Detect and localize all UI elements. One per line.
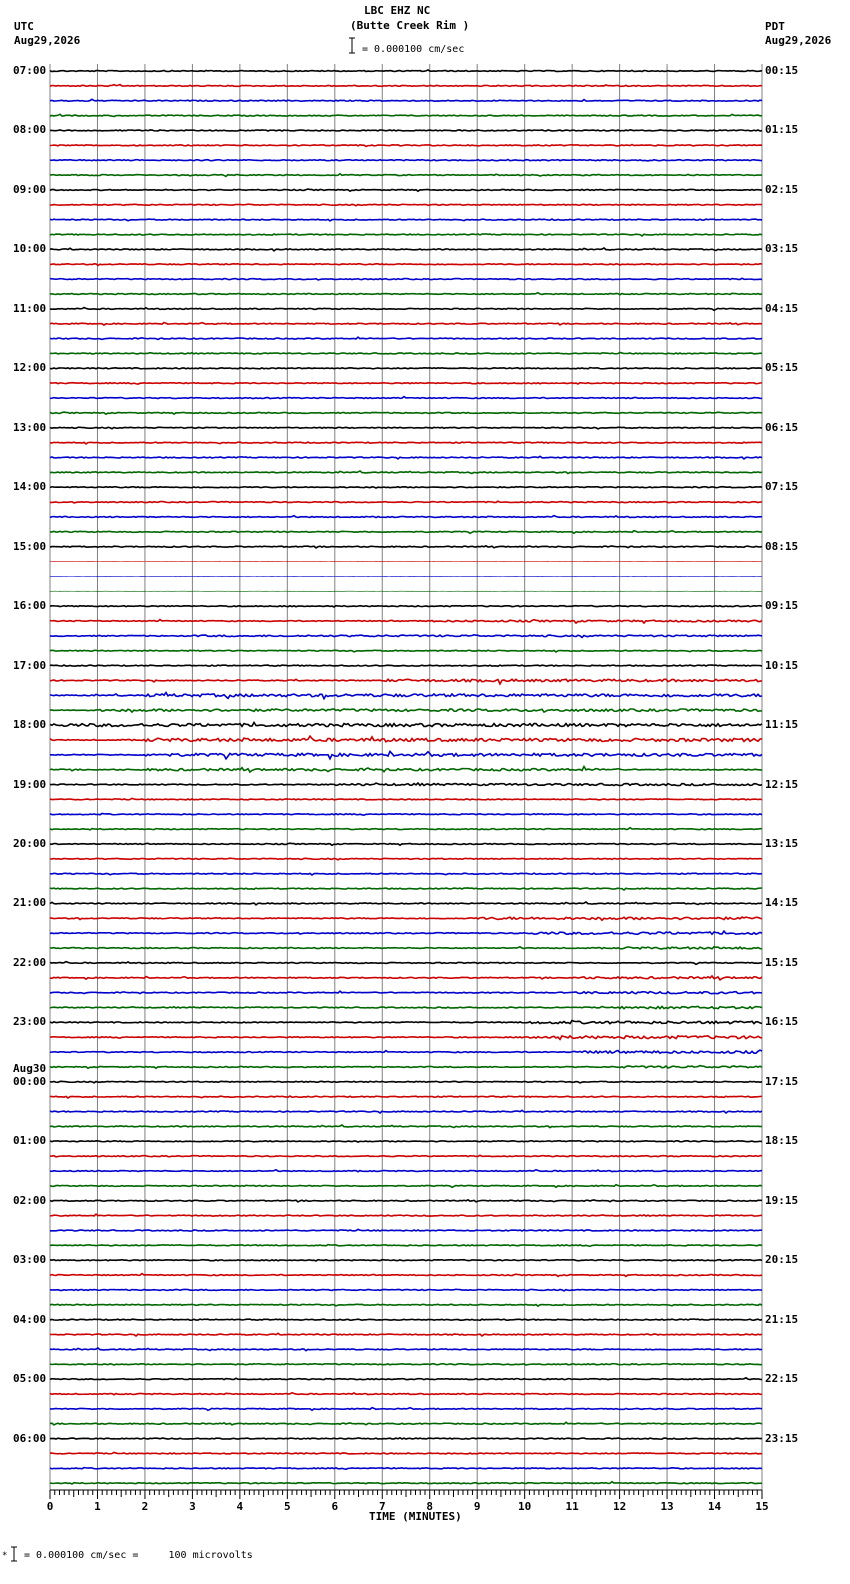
left-date: Aug29,2026 bbox=[14, 34, 81, 47]
seismic-trace bbox=[50, 709, 762, 712]
x-tick-label: 4 bbox=[236, 1500, 244, 1513]
utc-hour-label: 05:00 bbox=[13, 1372, 47, 1386]
pdt-hour-label: 23:15 bbox=[765, 1431, 799, 1445]
pdt-hour-label: 00:15 bbox=[765, 64, 799, 77]
seismic-trace bbox=[50, 888, 762, 890]
seismic-trace bbox=[50, 219, 762, 221]
seismic-trace bbox=[50, 873, 762, 875]
utc-hour-label: 10:00 bbox=[13, 242, 47, 256]
seismic-trace bbox=[50, 1036, 762, 1040]
seismic-trace bbox=[50, 1096, 762, 1098]
seismic-trace bbox=[50, 337, 762, 339]
seismic-trace bbox=[50, 976, 762, 980]
seismic-trace bbox=[50, 1422, 762, 1425]
seismic-trace bbox=[50, 174, 762, 177]
x-tick-label: 0 bbox=[46, 1500, 54, 1513]
seismic-trace bbox=[50, 1185, 762, 1188]
seismic-trace bbox=[50, 412, 762, 414]
seismic-trace bbox=[50, 1200, 762, 1202]
pdt-hour-label: 05:15 bbox=[765, 361, 799, 375]
seismic-trace bbox=[50, 1452, 762, 1454]
seismic-trace bbox=[50, 814, 762, 816]
seismic-trace bbox=[50, 991, 762, 994]
seismic-trace bbox=[50, 722, 762, 726]
pdt-hour-label: 19:15 bbox=[765, 1193, 799, 1207]
seismic-trace bbox=[50, 679, 762, 684]
seismic-trace bbox=[50, 1081, 762, 1083]
pdt-hour-label: 17:15 bbox=[765, 1074, 799, 1088]
seismic-trace bbox=[50, 204, 762, 206]
pdt-hour-label: 16:15 bbox=[765, 1015, 799, 1029]
x-tick-label: 12 bbox=[612, 1500, 627, 1513]
scale-label: = 0.000100 cm/sec bbox=[362, 44, 465, 55]
seismic-trace bbox=[50, 1289, 762, 1291]
seismic-trace bbox=[50, 843, 762, 845]
seismic-trace bbox=[50, 606, 762, 607]
seismic-trace bbox=[50, 693, 762, 699]
seismic-trace bbox=[50, 308, 762, 311]
x-tick-label: 14 bbox=[707, 1500, 722, 1513]
pdt-hour-label: 22:15 bbox=[765, 1372, 799, 1386]
seismic-trace bbox=[50, 1260, 762, 1261]
seismic-trace bbox=[50, 487, 762, 488]
x-tick-label: 8 bbox=[426, 1500, 434, 1513]
pdt-hour-label: 10:15 bbox=[765, 658, 799, 672]
seismic-trace bbox=[50, 1141, 762, 1142]
seismic-trace bbox=[50, 650, 762, 652]
footer-star-marker: * bbox=[2, 1551, 8, 1561]
utc-hour-label: 06:00 bbox=[13, 1431, 47, 1445]
utc-hour-label: 15:00 bbox=[13, 539, 47, 553]
seismic-trace bbox=[50, 278, 762, 280]
utc-hour-label: 04:00 bbox=[13, 1312, 47, 1326]
seismic-trace bbox=[50, 442, 762, 444]
utc-hour-label: 00:00 bbox=[13, 1074, 47, 1088]
seismic-trace bbox=[50, 546, 762, 548]
seismic-trace bbox=[50, 1050, 762, 1053]
seismic-trace bbox=[50, 456, 762, 459]
seismic-trace bbox=[50, 1304, 762, 1306]
seismic-trace bbox=[50, 383, 762, 384]
seismic-trace bbox=[50, 783, 762, 786]
seismic-trace bbox=[50, 917, 762, 920]
utc-hour-label: 13:00 bbox=[13, 420, 47, 434]
utc-hour-label: 16:00 bbox=[13, 599, 47, 613]
seismic-trace bbox=[50, 114, 762, 116]
x-tick-label: 10 bbox=[518, 1500, 532, 1513]
seismic-trace bbox=[50, 471, 762, 474]
x-tick-label: 1 bbox=[94, 1500, 101, 1513]
footer-scale-bar-icon bbox=[11, 1547, 17, 1561]
utc-hour-label: 18:00 bbox=[13, 718, 47, 732]
seismic-trace bbox=[50, 1066, 762, 1069]
utc-hour-label: 23:00 bbox=[13, 1015, 47, 1029]
seismic-trace bbox=[50, 1438, 762, 1439]
right-timezone: PDT bbox=[765, 20, 785, 33]
utc-hour-label: 09:00 bbox=[13, 182, 47, 196]
utc-hour-label: 03:00 bbox=[13, 1253, 47, 1267]
seismic-trace bbox=[50, 189, 762, 191]
seismic-trace bbox=[50, 159, 762, 160]
left-timezone: UTC bbox=[14, 20, 34, 33]
seismic-trace bbox=[50, 70, 762, 72]
seismic-trace bbox=[50, 1274, 762, 1277]
pdt-hour-label: 18:15 bbox=[765, 1134, 799, 1148]
seismic-trace bbox=[50, 1245, 762, 1247]
seismic-trace bbox=[50, 1333, 762, 1336]
station-title: LBC EHZ NC bbox=[364, 4, 431, 17]
x-tick-label: 15 bbox=[755, 1500, 769, 1513]
x-tick-label: 2 bbox=[141, 1500, 149, 1513]
site-title: (Butte Creek Rim ) bbox=[350, 19, 470, 32]
seismic-trace bbox=[50, 767, 762, 773]
utc-date-change-label: Aug30 bbox=[13, 1061, 47, 1075]
seismic-trace bbox=[50, 962, 762, 965]
pdt-hour-label: 20:15 bbox=[765, 1253, 799, 1267]
seismic-trace bbox=[50, 1125, 762, 1128]
pdt-hour-label: 21:15 bbox=[765, 1312, 799, 1326]
x-tick-label: 9 bbox=[473, 1500, 481, 1513]
seismic-trace bbox=[50, 1020, 762, 1023]
pdt-hour-label: 09:15 bbox=[765, 599, 799, 613]
seismic-trace bbox=[50, 352, 762, 354]
x-tick-label: 13 bbox=[660, 1500, 674, 1513]
seismic-trace bbox=[50, 144, 762, 146]
utc-hour-label: 07:00 bbox=[13, 64, 47, 77]
x-tick-label: 6 bbox=[331, 1500, 339, 1513]
utc-hour-label: 01:00 bbox=[13, 1134, 47, 1148]
utc-hour-label: 08:00 bbox=[13, 123, 47, 137]
pdt-hour-label: 04:15 bbox=[765, 301, 799, 315]
seismic-trace bbox=[50, 665, 762, 666]
utc-hour-label: 22:00 bbox=[13, 955, 47, 969]
seismic-trace bbox=[50, 751, 762, 758]
utc-hour-label: 14:00 bbox=[13, 480, 47, 494]
utc-hour-label: 17:00 bbox=[13, 658, 47, 672]
seismic-trace bbox=[50, 1378, 762, 1380]
seismic-trace bbox=[50, 947, 762, 949]
seismic-trace bbox=[50, 1110, 762, 1113]
utc-hour-label: 21:00 bbox=[13, 896, 47, 910]
pdt-hour-label: 07:15 bbox=[765, 480, 799, 494]
seismic-trace bbox=[50, 1319, 762, 1320]
seismic-trace bbox=[50, 902, 762, 905]
seismic-trace bbox=[50, 828, 762, 830]
seismic-trace bbox=[50, 248, 762, 251]
seismic-trace bbox=[50, 1468, 762, 1470]
seismic-trace bbox=[50, 1393, 762, 1395]
pdt-hour-label: 11:15 bbox=[765, 718, 799, 732]
seismic-trace bbox=[50, 1006, 762, 1008]
pdt-hour-label: 08:15 bbox=[765, 539, 799, 553]
seismic-trace bbox=[50, 234, 762, 236]
utc-hour-label: 12:00 bbox=[13, 361, 47, 375]
seismic-trace bbox=[50, 397, 762, 399]
seismic-trace bbox=[50, 293, 762, 295]
utc-hour-label: 02:00 bbox=[13, 1193, 47, 1207]
seismic-trace bbox=[50, 427, 762, 429]
seismic-trace bbox=[50, 501, 762, 503]
seismic-trace bbox=[50, 1229, 762, 1231]
seismic-trace bbox=[50, 368, 762, 369]
x-axis-title: TIME (MINUTES) bbox=[369, 1510, 462, 1523]
seismic-trace bbox=[50, 130, 762, 131]
x-tick-label: 5 bbox=[284, 1500, 291, 1513]
scale-bar-icon bbox=[349, 38, 355, 53]
seismic-trace bbox=[50, 1364, 762, 1365]
seismic-trace bbox=[50, 931, 762, 934]
seismic-trace bbox=[50, 85, 762, 87]
seismic-trace bbox=[50, 99, 762, 101]
seismic-trace bbox=[50, 798, 762, 800]
seismic-trace bbox=[50, 1155, 762, 1157]
seismic-trace bbox=[50, 1170, 762, 1172]
pdt-hour-label: 02:15 bbox=[765, 182, 799, 196]
seismic-trace bbox=[50, 516, 762, 518]
seismic-trace bbox=[50, 264, 762, 266]
seismic-trace bbox=[50, 1482, 762, 1484]
seismic-trace bbox=[50, 635, 762, 638]
pdt-hour-label: 12:15 bbox=[765, 777, 799, 791]
seismic-trace bbox=[50, 1214, 762, 1216]
pdt-hour-label: 14:15 bbox=[765, 896, 799, 910]
pdt-hour-label: 03:15 bbox=[765, 242, 799, 256]
utc-hour-label: 19:00 bbox=[13, 777, 47, 791]
x-tick-label: 11 bbox=[565, 1500, 579, 1513]
utc-hour-label: 11:00 bbox=[13, 301, 47, 315]
x-tick-label: 7 bbox=[378, 1500, 386, 1513]
pdt-hour-label: 06:15 bbox=[765, 420, 799, 434]
pdt-hour-label: 01:15 bbox=[765, 123, 799, 137]
right-date: Aug29,2026 bbox=[765, 34, 832, 47]
x-tick-label: 3 bbox=[189, 1500, 196, 1513]
seismic-trace bbox=[50, 1348, 762, 1351]
pdt-hour-label: 13:15 bbox=[765, 836, 799, 850]
pdt-hour-label: 15:15 bbox=[765, 955, 799, 969]
seismic-trace bbox=[50, 736, 762, 742]
seismic-trace bbox=[50, 858, 762, 860]
seismic-trace bbox=[50, 531, 762, 534]
seismic-trace bbox=[50, 620, 762, 624]
utc-hour-label: 20:00 bbox=[13, 836, 47, 850]
seismic-trace bbox=[50, 323, 762, 326]
footer-scale-note: = 0.000100 cm/sec = 100 microvolts bbox=[24, 1550, 253, 1561]
seismic-trace bbox=[50, 1408, 762, 1411]
